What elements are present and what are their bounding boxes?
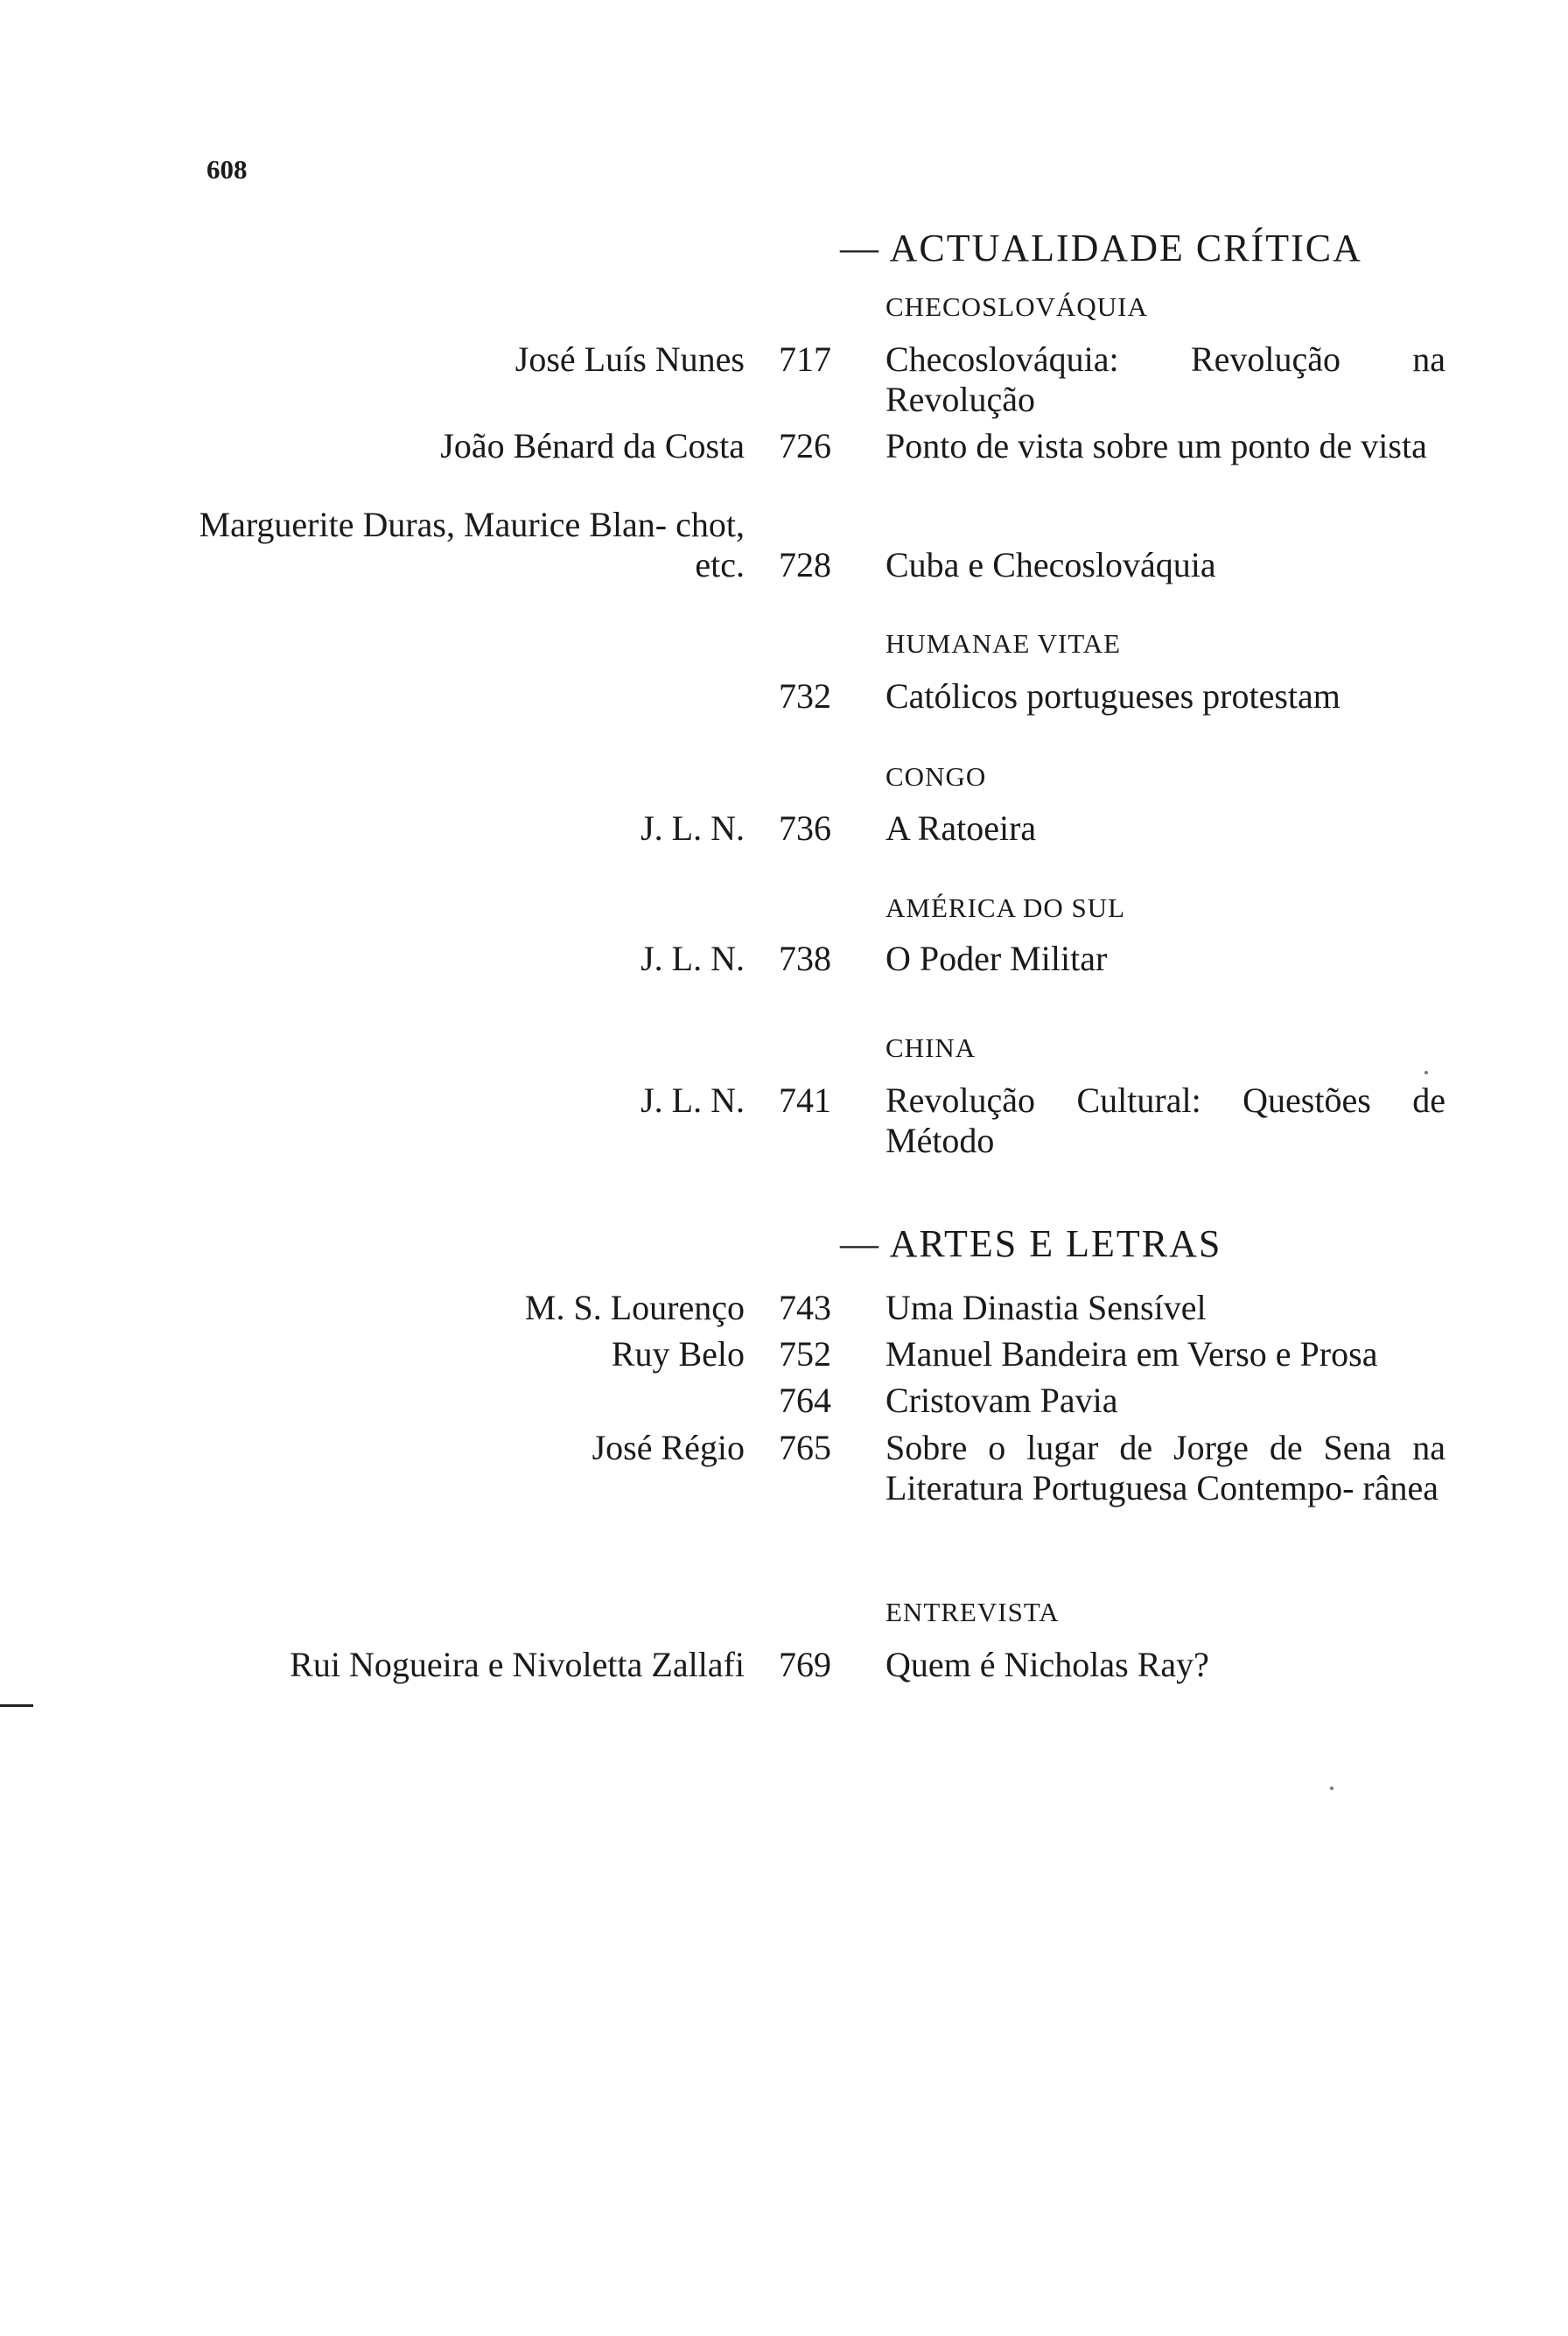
toc-entry-page: 765 <box>779 1428 831 1467</box>
toc-entry-page: 764 <box>779 1381 831 1420</box>
toc-entry-title: Revolução Cultural: Questões de Método <box>886 1081 1446 1160</box>
toc-entry-page: 726 <box>779 426 831 465</box>
toc-entry-title: Manuel Bandeira em Verso e Prosa <box>886 1334 1378 1374</box>
toc-entry-title: Ponto de vista sobre um ponto de vista <box>886 426 1427 465</box>
toc-entry-page: 769 <box>779 1645 831 1684</box>
scan-speck <box>1330 1787 1334 1790</box>
toc-entry-author: J. L. N. <box>640 1081 745 1120</box>
subhead-america-do-sul: AMÉRICA DO SUL <box>886 892 1126 923</box>
subhead-checoslovaquia: CHECOSLOVÁQUIA <box>886 291 1148 322</box>
toc-entry-author: Rui Nogueira e Nivoletta Zallafi <box>290 1645 745 1684</box>
toc-entry-author: José Luís Nunes <box>514 339 745 379</box>
toc-entry-page: 717 <box>779 339 831 379</box>
scan-speck <box>1424 1071 1428 1074</box>
toc-entry-page: 743 <box>779 1288 831 1327</box>
toc-entry-page: 736 <box>779 808 831 848</box>
toc-entry-title: Sobre o lugar de Jorge de Sena na Literatura Portuguesa Contempo- rânea <box>886 1428 1446 1507</box>
toc-entry-page: 732 <box>779 676 831 716</box>
subhead-humanae-vitae: HUMANAE VITAE <box>886 628 1122 659</box>
toc-entry-page: 752 <box>779 1334 831 1374</box>
scan-edge-mark <box>0 1704 33 1707</box>
page-number: 608 <box>206 154 248 185</box>
toc-entry-title: Quem é Nicholas Ray? <box>886 1645 1209 1684</box>
toc-entry-page: 728 <box>779 545 831 584</box>
toc-entry-title: A Ratoeira <box>886 808 1037 848</box>
toc-entry-title: Cristovam Pavia <box>886 1381 1118 1420</box>
toc-entry-author: J. L. N. <box>640 808 745 848</box>
toc-entry-title: Católicos portugueses protestam <box>886 676 1340 716</box>
section-heading-artes-e-letras: — ARTES E LETRAS <box>840 1222 1222 1265</box>
subhead-entrevista: ENTREVISTA <box>886 1597 1060 1627</box>
toc-entry-author: Marguerite Duras, Maurice Blan- chot, etc. <box>199 505 745 584</box>
toc-entry-page: 738 <box>779 939 831 978</box>
subhead-congo: CONGO <box>886 761 987 792</box>
toc-entry-author: Ruy Belo <box>611 1334 745 1374</box>
toc-entry-author: João Bénard da Costa <box>440 426 745 465</box>
toc-entry-page: 741 <box>779 1081 831 1120</box>
subhead-china: CHINA <box>886 1032 976 1063</box>
toc-entry-title: Checoslováquia: Revolução na Revolução <box>886 339 1446 419</box>
toc-entry-title: Cuba e Checoslováquia <box>886 545 1216 584</box>
toc-entry-title: O Poder Militar <box>886 939 1108 978</box>
toc-entry-title: Uma Dinastia Sensível <box>886 1288 1207 1327</box>
section-heading-actualidade-critica: — ACTUALIDADE CRÍTICA <box>840 227 1362 269</box>
toc-entry-author: J. L. N. <box>640 939 745 978</box>
toc-entry-author: M. S. Lourenço <box>524 1288 745 1327</box>
toc-entry-author: José Régio <box>592 1428 745 1467</box>
